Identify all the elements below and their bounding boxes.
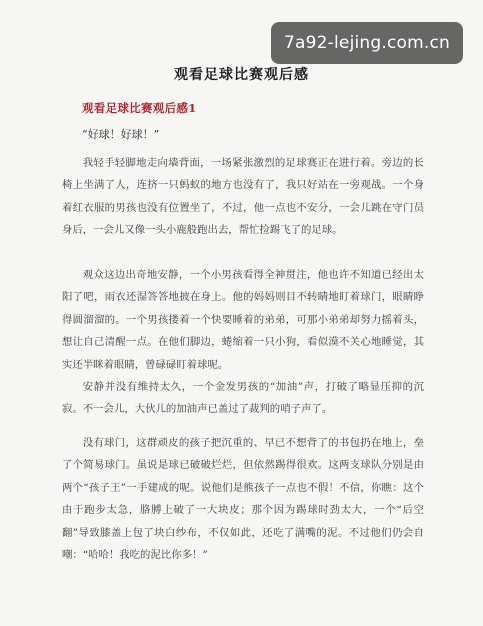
document-title: 观看足球比赛观后感 [174, 67, 309, 83]
section-heading: 观看足球比赛观后感1 [82, 101, 197, 115]
paragraph-4: 没有球门，这群顽皮的孩子把沉重的、早已不想背了的书包扔在地上，垒了个简易球门。虽说是球已破破烂烂，但依然踢得很欢。这两支球队分别是由两个“孩子王”一手建成的呢。说他们是熊孩子一点也不假！不信，你瞧：这个由于跑步太急，胳膊上破了一大块皮；那个因为踢球时劲太大，一个“后空翻”导致膝盖上包了块白纱布，不仅如此，还吃了满嘴的泥。不过他们仍会自嘲：“哈哈！我吃的泥比你多！” [62, 437, 424, 562]
opening-quote: “好球！好球！” [82, 128, 160, 141]
paragraph-3: 安静并没有维持太久，一个金发男孩的“加油”声，打破了略显压抑的沉寂。不一会儿，大伙儿的加油声已盖过了裁判的哨子声了。 [62, 381, 424, 416]
watermark-badge: 7a92-lejing.com.cn [271, 22, 463, 64]
paragraph-1: 我轻手轻脚地走向墙背面，一场紧张激烈的足球赛正在进行着。旁边的长椅上坐满了人，连挤一只蚂蚁的地方也没有了，我只好站在一旁观战。一个身着红衣服的男孩也没有位置坐了，不过，他一点也不安分，一会儿跳在守门员身后，一会儿又像一头小鹿般跑出去，帮忙捡踢飞了的足球。 [62, 157, 424, 237]
paragraph-2: 观众这边出奇地安静，一个小男孩看得全神贯注，他也许不知道已经出太阳了吧，雨衣还湿答答地披在身上。他的妈妈则目不转睛地盯着球门，眼睛睁得圆溜溜的。一个男孩搂着一个快要睡着的弟弟，可那小弟弟却努力摇着头，想让自己清醒一点。在他们脚边，蜷缩着一只小狗，看似漠不关心地睡觉，其实还半眯着眼睛，曾碌碌盯着球呢。 [62, 269, 424, 371]
